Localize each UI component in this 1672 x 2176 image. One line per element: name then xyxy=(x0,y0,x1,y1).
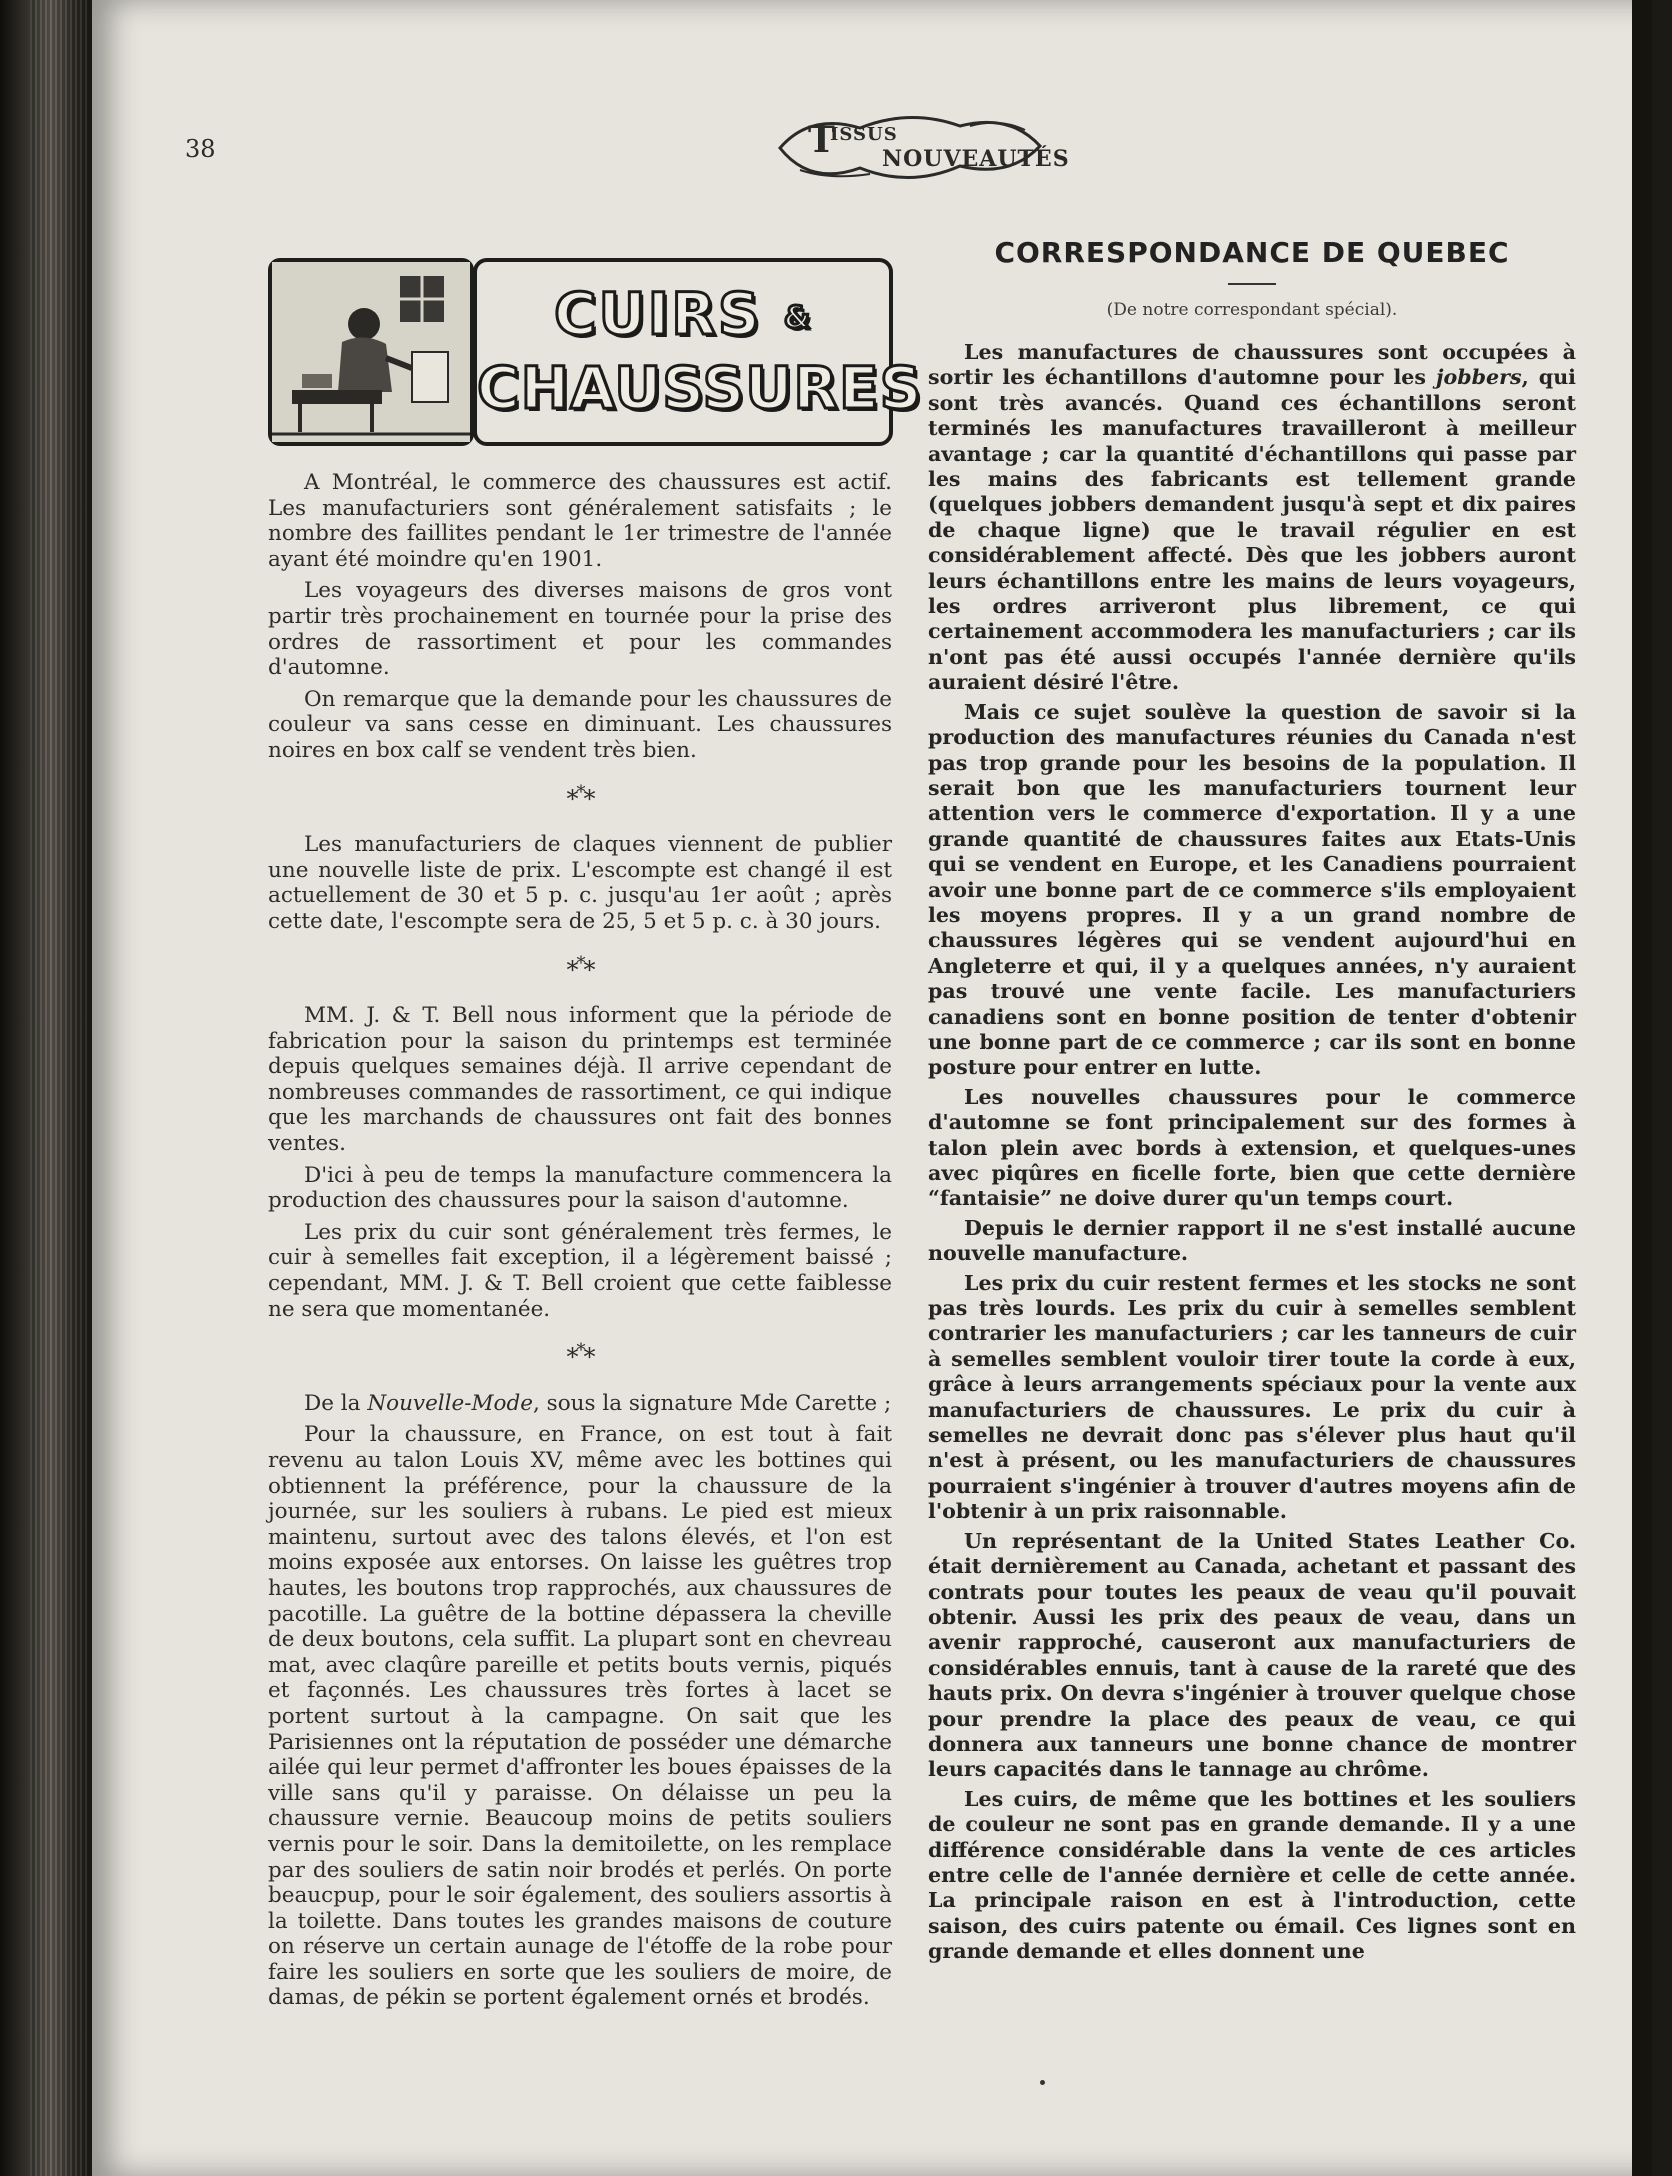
quote-intro-suffix: , sous la signature Mde Carette ; xyxy=(533,1390,892,1416)
right-paragraph: Les nouvelles chaussures pour le commerce d'automne se font principalement sur des formes à talon plein avec bords à extension, et quelques-unes avec piqûres en ficelle forte, bien que cette dernière “fantaisie” ne doive durer qu'un temps court. xyxy=(928,1084,1576,1211)
section-heading xyxy=(268,258,923,443)
quote-intro-prefix: De la xyxy=(304,1390,368,1416)
byline: (De notre correspondant spécial). xyxy=(1106,300,1398,320)
left-paragraph: Les voyageurs des diverses maisons de gros vont partir très prochainement en tournée pour la prise des ordres de rassortiment et pour les commandes d'automne. xyxy=(268,578,892,681)
publication-name: Nouvelle-Mode xyxy=(367,1390,533,1416)
right-column xyxy=(928,340,1576,1969)
left-paragraph: D'ici à peu de temps la manufacture commencera la production des chaussures pour la saison d'automne. xyxy=(268,1162,892,1214)
right-paragraph xyxy=(928,340,1576,696)
right-paragraph: Les cuirs, de même que les bottines et les souliers de couleur ne sont pas en grande demande. Il y a une différence considérable dans la vente de ces articles entre celle de l'année dernière et celle de cette année. La principale raison en est à l'introduction, cette saison, des cuirs patente ou émail. Ces lignes sont en grande demande et elles donnent une xyxy=(928,1786,1576,1964)
left-column xyxy=(268,470,892,2017)
right-paragraph: Depuis le dernier rapport il ne s'est installé aucune nouvelle manufacture. xyxy=(928,1215,1576,1266)
heading-title-frame xyxy=(473,258,923,446)
left-paragraph-quote-intro xyxy=(268,1391,892,1417)
right-paragraph: Mais ce sujet soulève la question de savoir si la production des manufactures réunies du Canada n'est pas trop grande pour les besoins de la population. Il serait bon que les manufacturiers tournent leur attention vers le commerce d'exportation. Il y a une grande quantité de chaussures faites aux Etats-Unis qui se vendent en Europe, et les Canadiens pourraient avoir une bonne part de ce commerce s'ils employaient les moyens propres. Il y a un grand nombre de chaussures légères qui se vendent aujourd'hui en Angleterre et qui, il y a quelques années, n'y auraient pas trouvé une vente facile. Les manufacturiers canadiens sont en bonne position de tenter d'obtenir une bonne part de ce commerce ; car ils sont en bonne posture pour entrer en lutte. xyxy=(928,699,1576,1080)
svg-text:T: T xyxy=(808,119,835,161)
italic-term: jobbers xyxy=(1436,365,1522,390)
asterism-icon: *** xyxy=(566,952,594,984)
left-paragraph: MM. J. & T. Bell nous informent que la période de fabrication pour la saison du printemps est terminée depuis quelques semaines déjà. Il arrive cependant de nombreuses commandes de rassortiment, ce qui indique que les marchands de chaussures ont fait des bonnes ventes. xyxy=(268,1003,892,1157)
asterism-icon: *** xyxy=(566,1340,594,1372)
page-edges xyxy=(30,0,90,2176)
left-paragraph: A Montréal, le commerce des chaussures est actif. Les manufacturiers sont généralement satisfaits ; le nombre des faillites pendant le 1er trimestre de l'année ayant été moindre qu'en 1901. xyxy=(268,470,892,572)
left-paragraph: Les manufacturiers de claques viennent de publier une nouvelle liste de prix. L'escompte est changé il est actuellement de 30 et 5 p. c. jusqu'au 1er août ; après cette date, l'escompte sera de 25, 5 et 5 p. c. à 30 jours. xyxy=(268,832,892,934)
title-rule xyxy=(1228,283,1276,285)
left-paragraph: Les prix du cuir sont généralement très fermes, le cuir à semelles fait exception, il a légèrement baissé ; cependant, MM. J. & T. Bell croient que cette faiblesse ne sera que momentanée. xyxy=(268,1219,892,1322)
masthead-logo xyxy=(770,108,1070,190)
scan-border xyxy=(1632,0,1652,2176)
svg-text:NOUVEAUTÉS: NOUVEAUTÉS xyxy=(882,146,1070,172)
right-paragraph: Un représentant de la United States Leather Co. était dernièrement au Canada, achetant et passant des contrats pour toutes les peaux de veau qu'il pouvait obtenir. Aussi les prix des peaux de veau, dans un avenir rapproché, causeront aux manufacturiers de considérables ennuis, tant à cause de la rareté que des hauts prix. On devra s'ingénier à trouver quelque chose pour prendre la place des peaux de veau, ce qui donnera aux tanneurs une bonne chance de montrer leurs capacités dans le tannage au chrôme. xyxy=(928,1528,1576,1782)
right-paragraph-text: Les manufactures de chaussures sont occupées à sortir les échantillons d'automne pour les xyxy=(928,340,1576,390)
article-title: CORRESPONDANCE DE QUEBEC xyxy=(994,236,1510,269)
ornamental-masthead-logo-icon xyxy=(770,108,1070,190)
heading-line-2: CHAUSSURES xyxy=(477,354,923,422)
asterism-icon: *** xyxy=(566,781,594,813)
heading-word-cuirs: CUIRS xyxy=(553,280,762,348)
heading-line-1 xyxy=(477,280,889,348)
right-paragraph: Les prix du cuir restent fermes et les stocks ne sont pas très lourds. Les prix du cuir à semelles semblent contrarier les manufacturiers ; car les tanneurs de cuir à semelles semblent vouloir tirer toute la corde à eux, grâce à leurs arrangements spéciaux pour la vente aux manufacturiers de chaussures. Le prix du cuir à semelles ne devrait donc pas s'élever plus haut qu'il n'est à présent, ou les manufacturiers de chaussures pourraient s'ingénier à trouver d'autres moyens afin de l'obtenir à un prix raisonnable. xyxy=(928,1270,1576,1524)
shoemaker-at-bench-illustration-icon xyxy=(272,262,470,442)
page-number: 38 xyxy=(185,135,216,163)
shoemaker-illustration xyxy=(268,258,474,446)
right-paragraph-text: , qui sont très avancés. Quand ces échantillons seront terminés les manufactures travailleront à meilleur avantage ; car la quantité d'échantillons qui passe par les mains des fabricants est tellement grande (quelques jobbers demandent jusqu'à sept et dix paires de chaque ligne) que le travail régulier en est considérablement affecté. Dès que les jobbers auront leurs échantillons entre les mains de leurs voyageurs, les ordres arriveront plus librement, ce qui certainement accommodera les manufacturiers ; car ils n'ont pas été aussi occupés l'année dernière qu'ils auraient désiré l'être. xyxy=(928,365,1576,695)
left-paragraph: On remarque que la demande pour les chaussures de couleur va sans cesse en diminuant. Les chaussures noires en box calf se vendent très bien. xyxy=(268,686,892,763)
left-paragraph: Pour la chaussure, en France, on est tout à fait revenu au talon Louis XV, même avec les bottines qui obtiennent la préférence, pour la chaussure de la journée, sur les souliers à rubans. Le pied est mieux maintenu, surtout avec des talons élevés, et l'on est moins exposée aux entorses. On laisse les guêtres trop hautes, les boutons trop rapprochés, aux chaussures de pacotille. La guêtre de la bottine dépassera la cheville de deux boutons, cela suffit. La plupart sont en chevreau mat, avec claqûre pareille et petits bouts vernis, piqués et façonnés. Les chaussures très fortes à lacet se portent surtout à la campagne. On sait que les Parisiennes ont la réputation de posséder une démarche ailée qui leur permet d'affronter les boues épaisses de la ville sans qu'il y paraisse. On délaisse un peu la chaussure vernie. Beaucoup moins de petits souliers vernis pour le soir. Dans la demitoilette, on les remplace par des souliers de satin noir brodés et perlés. On porte beaucpup, pour le soir également, des souliers assortis à la toilette. Dans toutes les grandes maisons de couture on réserve un certain aunage de l'étoffe de la robe pour faire les souliers en sorte que les souliers de moire, de damas, de pékin se portent également ornés et brodés. xyxy=(268,1422,892,2011)
scan-speck xyxy=(1040,2080,1045,2085)
heading-ampersand: & xyxy=(783,300,813,336)
svg-text:ISSUS: ISSUS xyxy=(830,124,898,145)
book-spine xyxy=(0,0,92,2176)
